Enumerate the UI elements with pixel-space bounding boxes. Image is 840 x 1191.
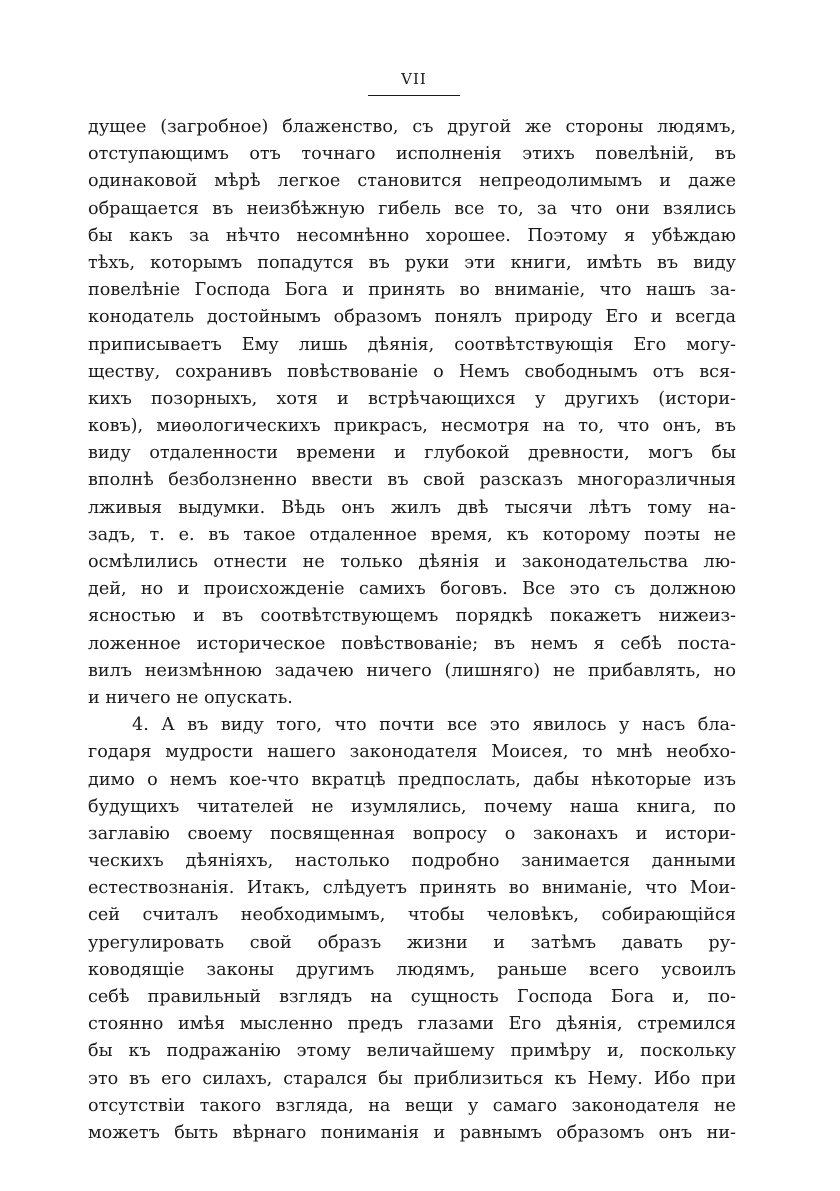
text-line: ществу, сохранивъ повѣствованіе о Немъ свободнымъ отъ вся- [88,361,736,382]
text-line: можетъ быть вѣрнаго пониманія и равнымъ образомъ онъ ни- [88,1122,736,1143]
text-line: урегулировать свой образъ жизни и затѣмъ давать ру- [88,932,736,953]
text-line: тѣхъ, которымъ попадутся въ руки эти книги, имѣть въ виду [88,252,736,273]
text-line: ясностью и въ соотвѣтствующемъ порядкѣ покажетъ нижеиз- [88,606,736,627]
text-line: конодатель достойнымъ образомъ понялъ природу Его и всегда [88,307,736,328]
text-line: ковъ), миѳологическихъ прикрасъ, несмотря на то, что онъ, въ [88,416,736,437]
text-line: ческихъ дѣяніяхъ, настолько подробно занимается данными [88,851,736,872]
text-line: димо о немъ кое-что вкратцѣ предпослать, дабы нѣкоторые изъ [88,769,736,790]
text-line: одинаковой мѣрѣ легкое становится непреодолимымъ и даже [88,171,736,192]
paragraph-end-line: и ничего не опускать. [88,687,293,708]
text-line: обращается въ неизбѣжную гибель все то, за что они взялись [88,198,736,219]
text-line: ложенное историческое повѣствованіе; въ немъ я себѣ поста- [88,633,736,654]
text-line: дущее (загробное) блаженство, съ другой же стороны людямъ, [88,117,736,137]
text-line: будущихъ читателей не изумлялись, почему наша книга, по [88,796,736,817]
text-line: отступающимъ отъ точнаго исполненія этихъ повелѣній, въ [88,144,736,165]
text-line: лживыя выдумки. Вѣдь онъ жилъ двѣ тысячи лѣтъ тому на- [88,497,736,518]
text-line: бы къ подражанію этому величайшему примѣру и, поскольку [88,1041,736,1062]
text-line: это въ его силахъ, старался бы приблизиться къ Нему. Ибо при [88,1068,736,1089]
text-line: отсутствіи такого взгляда, на вещи у самаго законодателя не [88,1095,736,1116]
body-text [88,114,736,1147]
text-line: бы какъ за нѣчто несомнѣнно хорошее. Поэтому я убѣждаю [88,225,736,246]
text-line: ководящіе законы другимъ людямъ, раньше всего усвоилъ [88,959,736,980]
page-number: VII [401,70,427,88]
text-line: стоянно имѣя мысленно предъ глазами Его дѣянія, стремился [88,1014,736,1035]
text-line: заглавію своему посвященная вопросу о законахъ и истори- [88,823,736,844]
text-line: годаря мудрости нашего законодателя Моисея, то мнѣ необхо- [88,742,736,763]
paragraph-start-line: 4. А въ виду того, что почти все это явилось у насъ бла- [132,715,736,736]
text-line: сей считалъ необходимымъ, чтобы человѣкъ, собирающійся [88,905,736,926]
text-line: кихъ позорныхъ, хотя и встрѣчающихся у другихъ (истори- [88,388,736,409]
text-line: себѣ правильный взглядъ на сущность Господа Бога и, по- [88,987,736,1007]
text-line: вилъ неизмѣнною задачею ничего (лишняго) не прибавлять, но [88,660,736,681]
text-line: повелѣніе Господа Бога и принять во вниманіе, что нашъ за- [88,280,736,301]
text-line: виду отдаленности времени и глубокой древности, могъ бы [88,443,736,464]
text-line: вполнѣ безболзненно ввести въ свой разсказъ многоразличныя [88,470,736,491]
text-line: естествознанія. Итакъ, слѣдуетъ принять во вниманіе, что Мои- [88,878,736,899]
header-rule [368,95,460,96]
text-line: приписываетъ Ему лишь дѣянія, соотвѣтствующія Его могу- [88,334,736,355]
text-line: задъ, т. е. въ такое отдаленное время, къ которому поэты не [88,524,736,545]
text-line: осмѣлились отнести не только дѣянія и законодательства лю- [88,552,736,572]
text-line: дей, но и происхожденіе самихъ боговъ. Все это съ должною [88,579,736,600]
